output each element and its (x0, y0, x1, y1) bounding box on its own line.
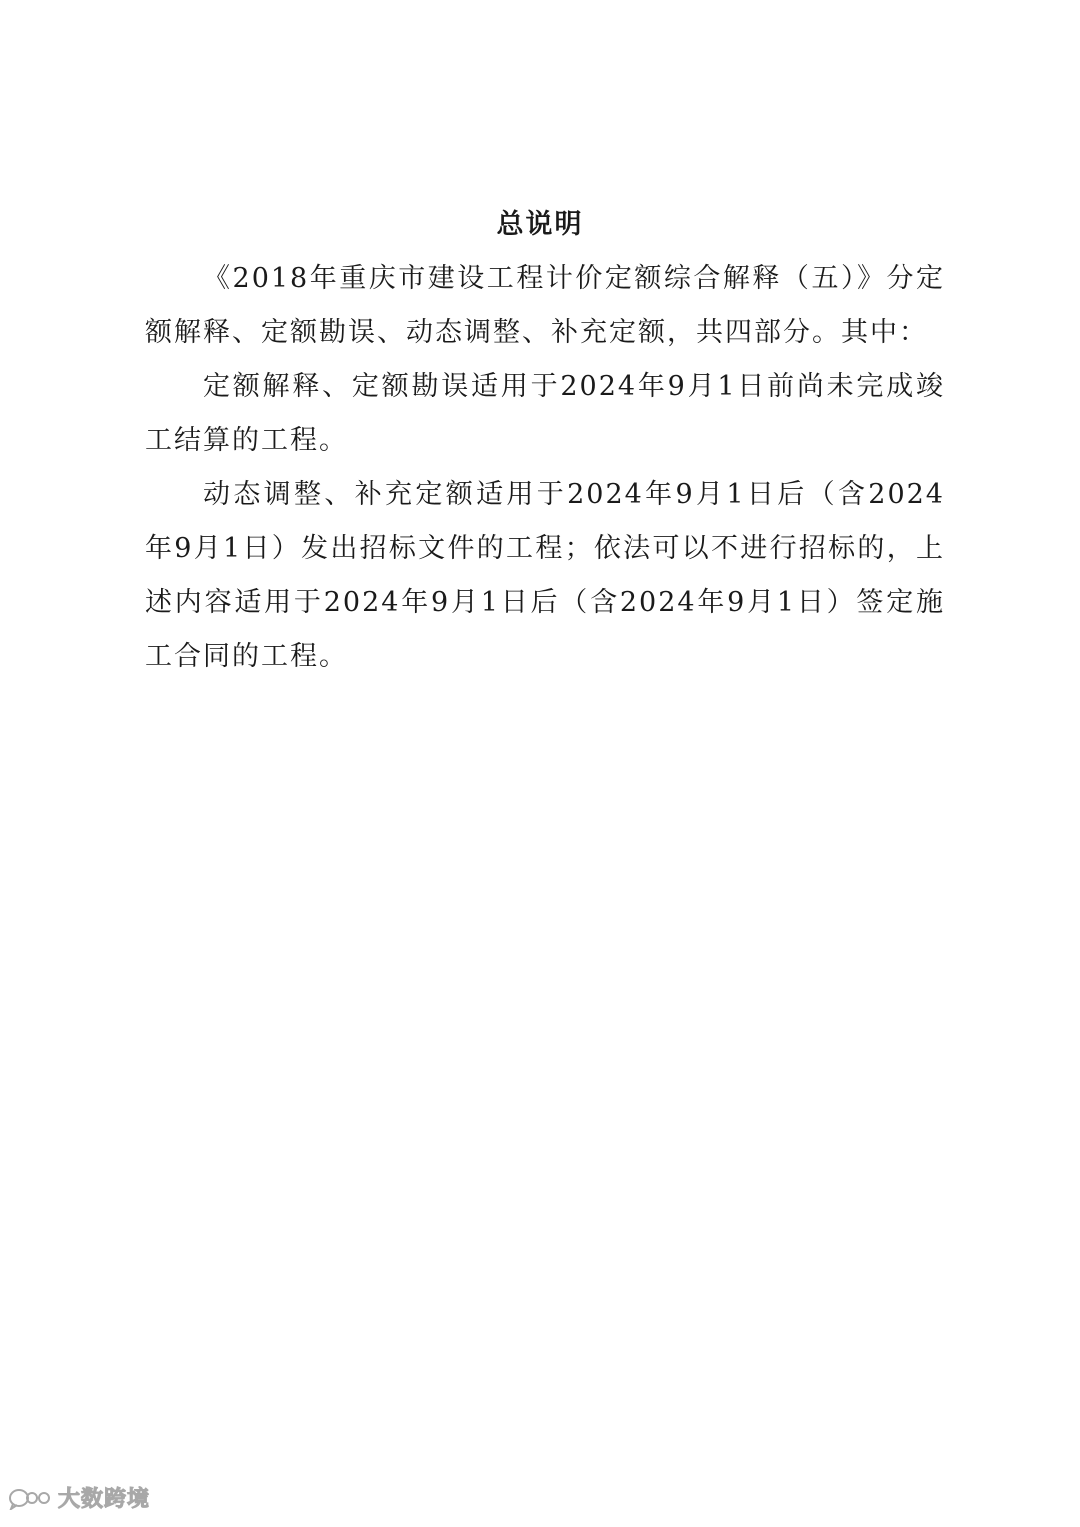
watermark (8, 1482, 150, 1513)
chat-bubble-logo-icon (8, 1486, 52, 1510)
document-body (145, 252, 945, 684)
watermark-text: 大数跨境 (58, 1487, 151, 1512)
paragraph-intro: 《2018年重庆市建设工程计价定额综合解释（五）》分定额解释、定额勘误、动态调整、补充定额，共四部分。其中： (145, 263, 945, 348)
document-title: 总说明 (496, 209, 584, 240)
paragraph-adjustment-scope: 动态调整、补充定额适用于2024年9月1日后（含2024年9月1日）发出招标文件的工程；依法可以不进行招标的，上述内容适用于2024年9月1日后（含2024年9月1日）签定施工合同的工程。 (145, 479, 945, 672)
paragraph-interpretation-scope: 定额解释、定额勘误适用于2024年9月1日前尚未完成竣工结算的工程。 (145, 371, 945, 456)
